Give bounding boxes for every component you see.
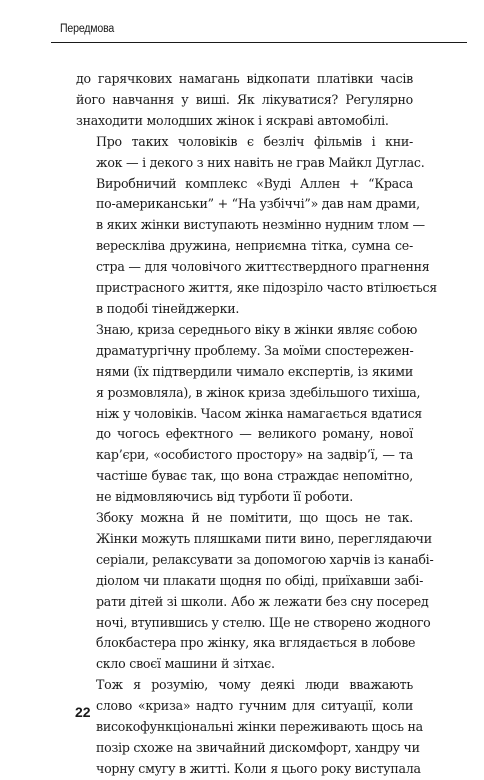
text-line: чорну смугу в житті. Коли я цього року виступала [96,760,421,776]
text-line: кар’єри, «особистого простору» на задвір’ї, — та [96,447,413,463]
text-line: позір схоже на звичайний дискомфорт, хандру чи [96,740,420,755]
text-line: серіали, релаксувати за допомогою харчів із канабі- [96,551,434,567]
text-line: Тож я розумію, чому деякі люди вважають [96,677,413,693]
text-line: знаходити молодших жінок і яскраві автомобілі. [76,112,389,128]
text-line: не відмовляючись від турботи її роботи. [96,489,354,505]
text-line: Жінки можуть пляшками пити вино, переглядаючи [96,530,432,546]
text-line: рати дітей зі школи. Або ж лежати без сну посеред [96,593,429,609]
text-line: ніж у чоловіків. Часом жінка намагається вдатися [96,405,422,421]
page-number: 22 [75,704,91,720]
text-line: блокбастера про жінку, яка вглядається в лобове [96,635,416,651]
paragraph [76,132,437,320]
text-line: Збоку можна й не помітити, що щось не так. [96,510,413,526]
text-line: його навчання у виші. Як лікуватися? Регулярно [76,91,413,107]
text-line: Виробничий комплекс «Вуді Аллен + “Краса [96,175,413,191]
text-line: ночі, втупившись у стелю. Ще не створено жодного [96,614,431,630]
text-line: в подобі тінейджерки. [96,300,240,316]
text-line: верескліва дружина, неприємна тітка, сумна се- [96,238,413,254]
text-line: частіше буває так, що вона страждає непомітно, [96,468,413,484]
text-line: нями (їх підтвердили чимало експертів, із якими [96,363,413,379]
text-line: Знаю, криза середнього віку в жінки являє собою [96,321,418,337]
text-line: по-американськи” + “На узбіччі”» дав нам драми, [96,196,420,212]
paragraph [76,320,422,508]
text-line: в яких жінки виступають незмінно нудним тлом — [96,217,425,233]
text-line: високофункціональні жінки переживають щось на [96,719,423,735]
running-title: Передмова [60,23,115,35]
paragraph [76,675,423,780]
text-line: слово «криза» надто гучним для ситуації, коли [96,698,413,714]
text-line: діолом чи плакати щодня по обіді, приїхавши забі- [96,572,424,588]
text-line: Про таких чоловіків є безліч фільмів і кни- [96,133,413,149]
text-line: драматургічну проблему. За моїми спостережен- [96,342,414,358]
paragraph [76,69,413,132]
running-header [51,6,467,43]
text-line: пристрасного життя, яке підозріло часто втілюється [96,280,437,296]
text-line: я розмовляла), в жінок криза здебільшого тихіша, [96,384,421,400]
text-line: стра — для чоловічого життєствердного прагнення [96,259,430,275]
text-line: скло своєї машини й зітхає. [96,656,275,672]
body-text [76,69,437,780]
text-line: до чогось ефектного — великого роману, нової [96,426,413,442]
paragraph [76,508,434,675]
text-line: до гарячкових намагань відкопати платівки часів [76,71,413,86]
text-line: жок — і декого з них навіть не грав Майкл Дуглас. [96,154,425,170]
